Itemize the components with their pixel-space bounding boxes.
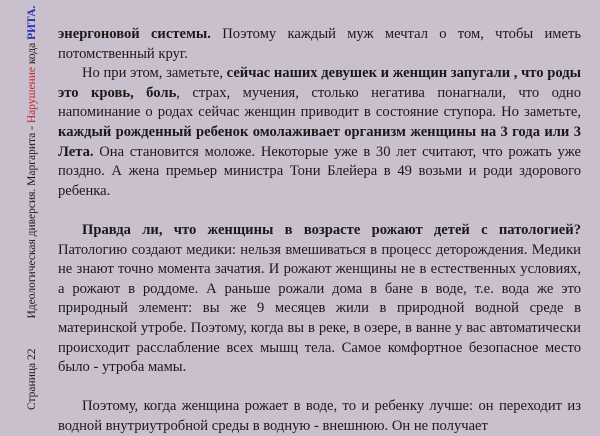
paragraph [58,64,581,201]
bold-text-run: каждый рожденный ребенок омолаживает организм женщины на 3 года или 3 Лета. [58,123,581,160]
text-run: Она становится моложе. Некоторые уже в 30 лет считают, что рожать уже поздно. А жена премьер министра Тони Блейера в 49 возьми и роди здорового ребенка. [58,143,581,199]
bold-text-run: Правда ли, что женщины в возрасте рожают детей с патологией? [82,221,581,238]
bold-text-run: сейчас наших девушек и женщин запугали , что роды это кровь, боль [58,65,581,101]
bold-text-run: энергоновой системы. [58,26,211,42]
paragraph [58,397,581,436]
paragraph [58,221,581,378]
page-number: Страница 22 [26,348,38,410]
header-code-word: кода [26,39,38,68]
text-run: Поэтому каждый муж мечтал о том, чтобы иметь потомственный круг. [58,26,582,62]
header-title-prefix: Идеологическая диверсия. Маргарита - [26,123,38,319]
text-run: Поэтому, когда женщина рожает в воде, то и ребенку лучше: он переходит из водной внутриутробной среды в водную - внешнюю. Он не получает [58,398,581,434]
text-run: Патологию создают медики: нельзя вмешиваться в процесс деторождения. Медики не знают точно момента зачатия. И рожают женщины не в естественных условиях, а рожают в роддоме. А раньше рожали дома в бане в воде, т.е. вода же это природный элемент: вы же 9 месяцев жили в природной водной среде в материнской утробе. Поэтому, когда вы в реке, в озере, в ванне у вас автоматически происходит расслабление всех мышц тела. Самое комфортное безопасное место было - утроба мамы. [58,241,581,376]
header-rita-word: РИТА. [26,5,38,40]
running-header-vertical [24,5,40,410]
paragraph [58,25,581,64]
text-run: Но при этом, заметьте, [82,65,227,82]
text-run: , страх, мучения, столько негатива понагнали, что одно напоминание о родах сейчас женщин приводит в состояние ступора. Но заметьте, [58,84,581,121]
header-violation-word: Нарушение [26,67,38,124]
body-text [58,25,581,436]
